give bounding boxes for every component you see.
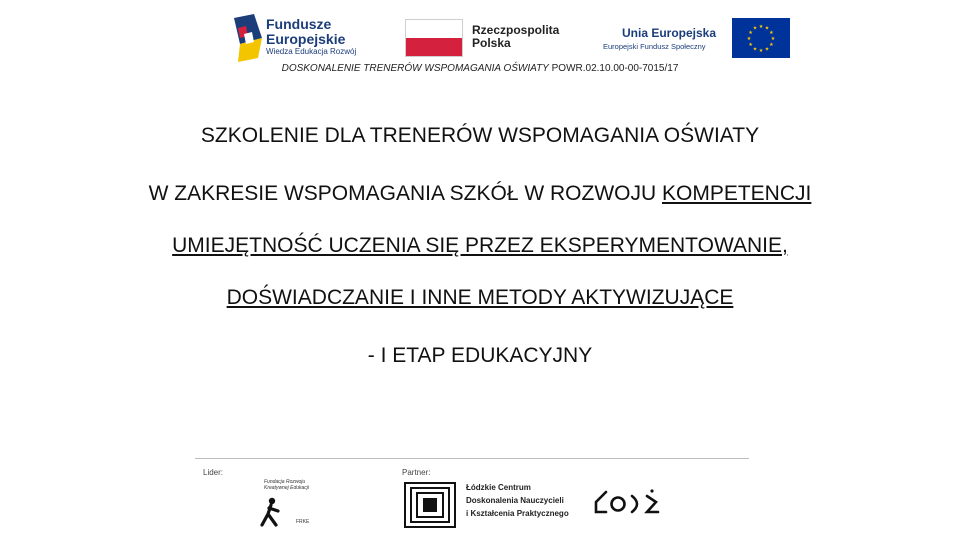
svg-text:★: ★ [748, 42, 753, 48]
heading-line-3: UMIEJĘTNOŚĆ UCZENIA SIĘ PRZEZ EKSPERYMENTOWANIE, [172, 234, 788, 257]
svg-text:★: ★ [746, 36, 752, 42]
eu-flag-icon [732, 18, 790, 58]
fundusze-europejskie-logo-subtitle: Wiedza Edukacja Rozwój [266, 47, 357, 56]
svg-text:★: ★ [758, 48, 764, 54]
polish-flag-icon [405, 19, 463, 57]
heading-line-4: DOŚWIADCZANIE I INNE METODY AKTYWIZUJĄCE [226, 286, 734, 309]
fundusze-europejskie-logo-text: Fundusze Europejskie [266, 16, 346, 47]
unia-europejska-logo-subtitle: Europejski Fundusz Społeczny [603, 42, 706, 51]
svg-text:★: ★ [764, 46, 770, 53]
rzeczpospolita-polska-logo-text: Rzeczpospolita Polska [472, 23, 560, 50]
project-code: DOSKONALENIE TRENERÓW WSPOMAGANIA OŚWIATY POWR.02.10.00-00-7015/17 [281, 63, 679, 74]
fundusze-europejskie-logo-mark [234, 14, 262, 62]
unia-europejska-logo-title: Unia Europejska [622, 26, 717, 40]
lcdnikp-logo-text: Łódzkie Centrum Doskonalenia Nauczycieli i Kształcenia Praktycznego [466, 483, 569, 518]
lodz-city-logo [592, 488, 662, 516]
svg-text:★: ★ [764, 25, 770, 32]
svg-text:★: ★ [770, 36, 776, 42]
svg-text:★: ★ [769, 42, 774, 48]
svg-text:★: ★ [752, 46, 758, 53]
footer-divider [195, 458, 749, 459]
ffr-logo-small-text: FRKE [296, 519, 310, 525]
svg-text:★: ★ [769, 30, 774, 36]
svg-text:★: ★ [758, 24, 764, 30]
walking-figure-icon [258, 497, 284, 527]
partner-label: Partner: [402, 468, 431, 477]
ffr-logo-text: Fundacja Rozwoju Kreatywnej Edukacji [264, 479, 310, 491]
svg-text:★: ★ [748, 30, 753, 36]
svg-text:★: ★ [752, 25, 758, 32]
page-title: SZKOLENIE DLA TRENERÓW WSPOMAGANIA OŚWIATY [200, 124, 760, 147]
heading-line-2: W ZAKRESIE WSPOMAGANIA SZKÓŁ W ROZWOJU KOMPETENCJI [148, 182, 812, 205]
heading-line-5: - I ETAP EDUKACYJNY [367, 344, 593, 367]
lcdnikp-logo-mark [404, 482, 456, 528]
leader-label: Lider: [203, 468, 224, 477]
